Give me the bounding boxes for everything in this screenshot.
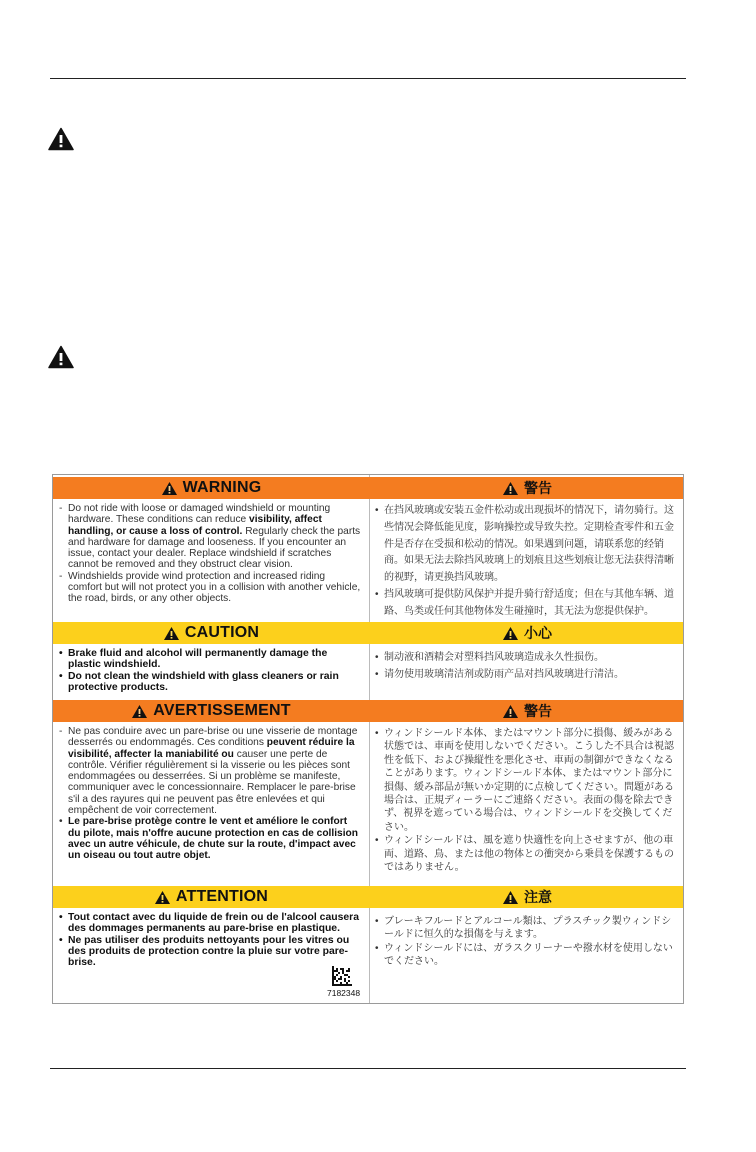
- warning-header-zh-text: 警告: [524, 480, 552, 496]
- warning-header-ja-text: 警告: [524, 703, 552, 719]
- part-number: 7182348: [327, 988, 361, 998]
- list-item: • Tout contact avec du liquide de frein ou de l'alcool causera des dommages permanents au pare-brise en plastique.: [59, 912, 361, 935]
- attention-text: [53, 912, 369, 968]
- attention-text-ja: [369, 915, 684, 969]
- caution-header: [53, 622, 369, 644]
- avertissement-header: [53, 700, 369, 722]
- warning-triangle-icon: [161, 481, 178, 496]
- list-item: • ウィンドシールド本体、またはマウント部分に損傷、緩みがある状態では、車両を使用しないでください。こうした不具合は視認性を低下、および操縦性を悪化させ、車両の制御ができなくなることがあります。ウィンドシールド本体、またはマウント部分に損傷、緩み部品が無いか定期的に点検してください。問題がある場合は、正規ディーラーにご連絡ください。表面の傷を除去できず、視界を遮っている場合は、ウィンドシールドを交換してください。: [375, 727, 675, 834]
- caution-header-zh-text: 小心: [524, 625, 552, 641]
- list-item: • Brake fluid and alcohol will permanently damage the plastic windshield.: [59, 648, 361, 671]
- label-column-left: [53, 475, 369, 1003]
- qr-code-icon: [332, 966, 352, 986]
- list-item: • Ne pas utiliser des produits nettoyants pour les vitres ou des produits de protection contre la pluie sur votre pare-brise.: [59, 935, 361, 969]
- warning-text-ja: [369, 727, 684, 874]
- avertissement-text: [53, 726, 369, 862]
- list-item: • 在挡风玻璃或安装五金件松动或出现损坏的情况下，请勿骑行。这些情况会降低能见度，影响操控或导致失控。定期检查零件和五金件是否存在受损和松动的情况。如果遇到问题，请联系您的经销商。如果无法去除挡风玻璃上的划痕且这些划痕让您无法获得清晰的视野，请更换挡风玻璃。: [375, 503, 677, 587]
- avertissement-header-text: AVERTISSEMENT: [153, 702, 291, 719]
- caution-text: [53, 648, 369, 693]
- warning-triangle-icon: [48, 345, 74, 369]
- warning-header: [53, 477, 369, 499]
- caution-text-zh: [369, 650, 684, 684]
- warning-triangle-icon: [154, 890, 171, 905]
- warning-triangle-icon: [502, 704, 519, 719]
- warning-triangle-icon: [48, 127, 74, 151]
- caution-header-text: CAUTION: [184, 624, 260, 641]
- list-item: • ウィンドシールドには、ガラスクリーナーや撥水材を使用しないでください。: [375, 942, 675, 969]
- warning-triangle-icon: [131, 704, 148, 719]
- warning-triangle-icon: [502, 890, 519, 905]
- caution-header-zh: [369, 622, 684, 644]
- list-item: - Do not ride with loose or damaged windshield or mounting hardware. These conditions can reduce visibility, affect handling, or cause a loss of control. Regularly check the parts and hardware for damage and looseness. If you encounter an issue, contact your dealer. Replace windshield if scratches cannot be removed and they obstruct clear vision.: [59, 503, 361, 571]
- warning-triangle-icon: [163, 626, 180, 641]
- warning-header-text: WARNING: [182, 479, 262, 496]
- warning-triangle-icon: [502, 626, 519, 641]
- header-rule: [50, 78, 686, 79]
- list-item: • Le pare-brise protège contre le vent et améliore le confort du pilote, mais n'offre aucune protection en cas de collision avec un autre véhicule, de chute sur la route, d'impact avec un oiseau ou tout autre objet.: [59, 816, 361, 861]
- warning-header-zh: [369, 477, 684, 499]
- list-item: • Do not clean the windshield with glass cleaners or rain protective products.: [59, 671, 361, 694]
- list-item: • ウィンドシールドは、風を遮り快適性を向上させますが、他の車両、道路、鳥、または他の物体との衝突から乗員を保護するものではありません。: [375, 834, 675, 874]
- list-item: - Windshields provide wind protection and increased riding comfort but will not protect you in a collision with another vehicle, the road, birds, or any other objects.: [59, 571, 361, 605]
- label-column-right: [369, 475, 684, 1003]
- list-item: • 请勿使用玻璃清洁剂或防雨产品对挡风玻璃进行清洁。: [375, 667, 677, 684]
- attention-header-ja: [369, 886, 684, 908]
- attention-header: [53, 886, 369, 908]
- warning-header-ja: [369, 700, 684, 722]
- warning-text: [53, 503, 369, 605]
- attention-header-text: ATTENTION: [175, 888, 269, 905]
- list-item: - Ne pas conduire avec un pare-brise ou une visserie de montage desserrés ou endommagés. Ces conditions peuvent réduire la visibilité, affecter la maniabilité ou causer une perte de contrôle. Vérifier régulièrement si la visserie ou les pièces sont endommagées ou desserrées. Si un problème se manifeste, communiquer avec le concessionnaire. Remplacer le pare-brise s'il a des rayures qui ne peuvent pas être enlevées et qui empêchent de voir correctement.: [59, 726, 361, 816]
- list-item: • 制动液和酒精会对塑料挡风玻璃造成永久性损伤。: [375, 650, 677, 667]
- windshield-safety-label: [52, 474, 684, 1004]
- list-item: • 挡风玻璃可提供防风保护并提升骑行舒适度；但在与其他车辆、道路、鸟类或任何其他物体发生碰撞时，其无法为您提供保护。: [375, 587, 677, 621]
- list-item: • ブレーキフルードとアルコール類は、プラスチック製ウィンドシールドに恒久的な損傷を与えます。: [375, 915, 675, 942]
- footer-rule: [50, 1068, 686, 1069]
- warning-text-zh: [369, 503, 684, 621]
- attention-header-ja-text: 注意: [524, 889, 552, 905]
- warning-triangle-icon: [502, 481, 519, 496]
